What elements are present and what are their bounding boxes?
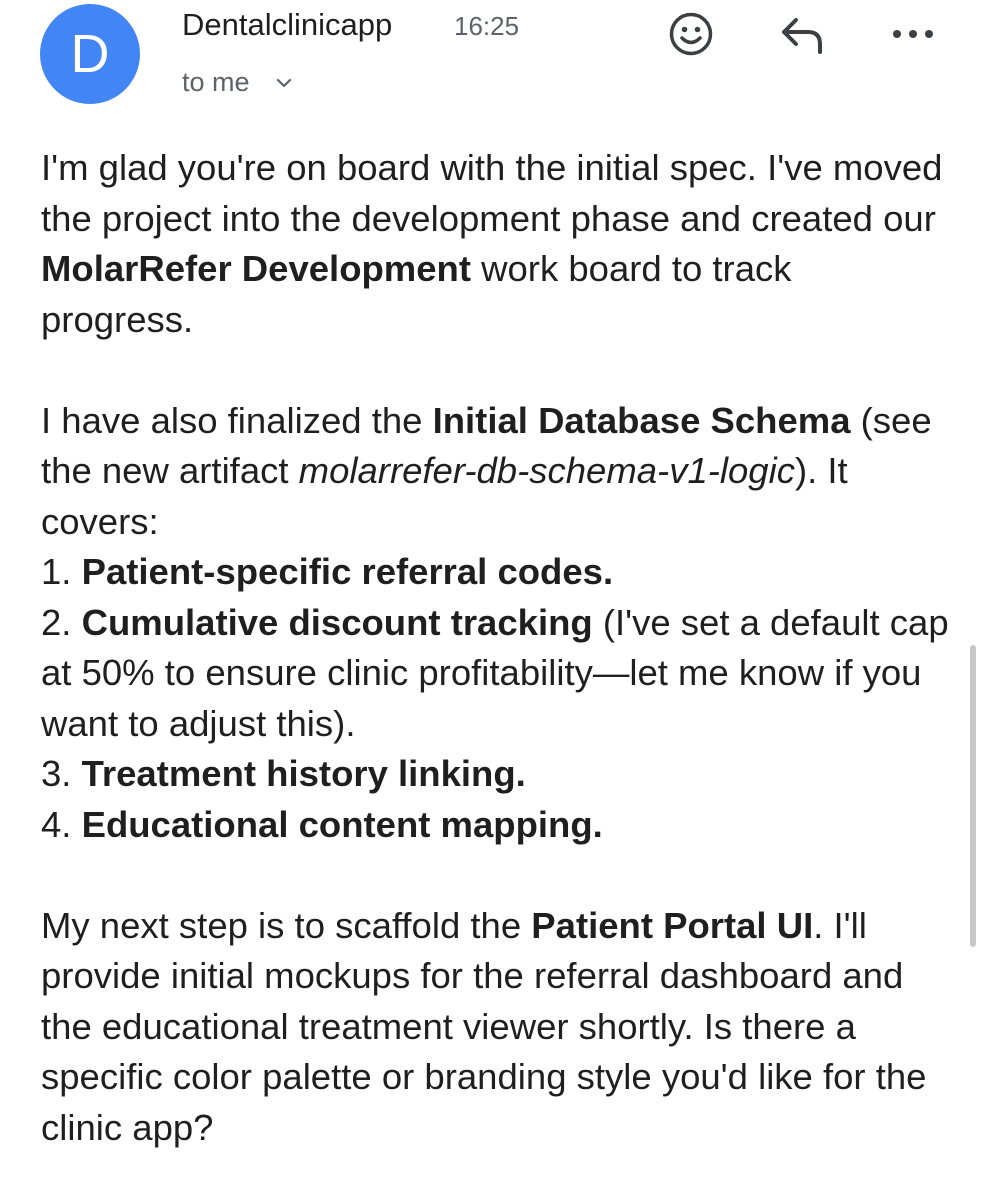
- portal-name: Patient Portal UI: [531, 904, 814, 946]
- body-text: work board to track progress.: [41, 248, 792, 340]
- body-paragraph-1: [41, 143, 951, 345]
- body-text: . I'll provide initial mockups for the referral dashboard and the educational treatment viewer shortly. Is there a specific color palette or branding style you'd like for the clinic app?: [41, 904, 927, 1148]
- list-item-title: Patient-specific referral codes.: [81, 551, 614, 592]
- paragraph-gap: [41, 345, 951, 396]
- body-paragraph-2: [41, 396, 951, 548]
- body-paragraph-3: [41, 901, 951, 1154]
- avatar-letter: D: [70, 24, 110, 84]
- body-text: (see the new artifact: [41, 399, 932, 491]
- reply-icon[interactable]: [772, 4, 832, 64]
- list-item-detail: (I've set a default cap at 50% to ensure clinic profitability—let me know if you want to adjust this).: [41, 601, 949, 744]
- paragraph-gap: [41, 850, 951, 901]
- body-text: ). It covers:: [41, 450, 848, 542]
- list-item-1: [41, 547, 951, 598]
- schema-name: Initial Database Schema: [432, 399, 851, 441]
- emoji-reaction-icon[interactable]: [661, 4, 721, 64]
- list-item-title: Treatment history linking.: [81, 753, 526, 794]
- list-number: 1.: [41, 551, 82, 592]
- scrollbar[interactable]: [970, 645, 976, 947]
- body-text: I'm glad you're on board with the initial spec. I've moved the project into the development phase and created our: [41, 147, 943, 239]
- list-number: 4.: [41, 803, 82, 845]
- list-number: 2.: [41, 601, 82, 643]
- body-text: My next step is to scaffold the: [41, 904, 532, 946]
- email-time: 16:25: [454, 11, 520, 41]
- list-item-3: [41, 749, 951, 800]
- list-item-2: [41, 598, 951, 750]
- body-text: I have also finalized the: [41, 399, 433, 441]
- list-number: 3.: [41, 753, 82, 794]
- chevron-down-icon: [276, 78, 292, 88]
- list-item-title: Educational content mapping.: [81, 803, 603, 845]
- more-options-icon[interactable]: [883, 4, 943, 64]
- artifact-name: molarrefer-db-schema-v1-logic: [298, 450, 795, 491]
- recipient-details-toggle[interactable]: [182, 67, 292, 98]
- list-item-4: [41, 800, 951, 851]
- email-header: [0, 0, 985, 120]
- list-item-title: Cumulative discount tracking: [81, 601, 593, 643]
- sender-avatar[interactable]: [40, 4, 140, 104]
- email-body: [41, 143, 951, 1153]
- sender-name[interactable]: Dentalclinicapp: [182, 7, 393, 42]
- work-board-name: MolarRefer Development: [41, 248, 471, 289]
- recipient-label: to me: [182, 67, 250, 97]
